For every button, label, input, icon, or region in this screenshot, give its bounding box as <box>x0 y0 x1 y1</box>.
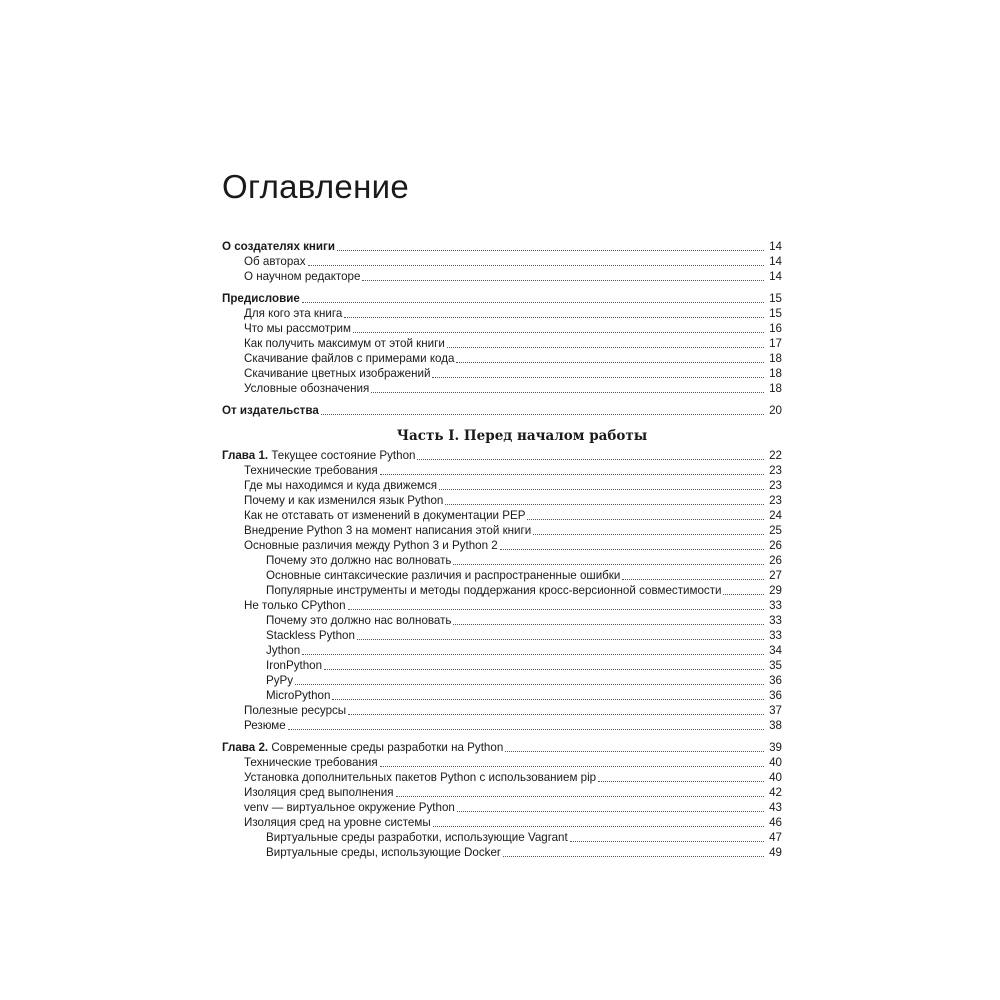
dot-leader <box>570 840 764 842</box>
page-number: 33 <box>769 614 782 627</box>
page-number: 24 <box>769 509 782 522</box>
toc-entry-title: venv — виртуальное окружение Python <box>244 801 455 814</box>
dot-leader <box>456 361 764 363</box>
dot-leader <box>324 668 764 670</box>
toc-entry-title: Скачивание цветных изображений <box>244 367 431 380</box>
toc-entry[interactable] <box>222 785 782 800</box>
toc-entry[interactable] <box>222 321 782 336</box>
toc-entry-title <box>222 740 503 755</box>
page-number: 14 <box>769 255 782 268</box>
part-heading: Часть I. Перед началом работы <box>396 428 648 444</box>
dot-leader <box>505 750 764 752</box>
toc-entry-title: Технические требования <box>244 756 378 769</box>
toc-entry-title: Виртуальные среды, использующие Docker <box>266 846 501 859</box>
toc-entry-title: Скачивание файлов с примерами кода <box>244 352 455 365</box>
page-number: 14 <box>769 270 782 283</box>
toc-entry-title: О научном редакторе <box>244 270 361 283</box>
toc-entry[interactable] <box>222 523 782 538</box>
toc-entry-title: Не только CPython <box>244 599 346 612</box>
toc-entry[interactable] <box>222 366 782 381</box>
toc-entry-main[interactable] <box>222 239 782 254</box>
dot-leader <box>380 473 764 475</box>
toc-entry-title: Jython <box>266 644 301 657</box>
page-number: 36 <box>769 689 782 702</box>
section-gap <box>222 733 782 740</box>
toc-entry[interactable] <box>222 718 782 733</box>
page-number: 26 <box>769 539 782 552</box>
page-number: 15 <box>769 292 782 305</box>
toc-entry-title: Что мы рассмотрим <box>244 322 351 335</box>
toc-entry-title: Как получить максимум от этой книги <box>244 337 445 350</box>
toc-entry-title: Основные различия между Python 3 и Python 2 <box>244 539 498 552</box>
toc-entry-title: MicroPython <box>266 689 331 702</box>
toc-entry[interactable] <box>222 628 782 643</box>
page-number: 39 <box>769 741 782 754</box>
chapter-title: Текущее состояние Python <box>271 449 416 462</box>
toc-entry-title <box>222 448 415 463</box>
toc-entry-title: Почему это должно нас волновать <box>266 614 452 627</box>
toc-entry[interactable] <box>222 770 782 785</box>
page-number: 46 <box>769 816 782 829</box>
page-number: 43 <box>769 801 782 814</box>
toc-entry[interactable] <box>222 336 782 351</box>
dot-leader <box>357 638 764 640</box>
toc-entry-main[interactable] <box>222 291 782 306</box>
page-number: 35 <box>769 659 782 672</box>
dot-leader <box>457 810 764 812</box>
page-number: 15 <box>769 307 782 320</box>
dot-leader <box>362 279 764 281</box>
page-number: 20 <box>769 404 782 417</box>
toc-entry-title: Технические требования <box>244 464 378 477</box>
dot-leader <box>348 608 764 610</box>
page-number: 26 <box>769 554 782 567</box>
dot-leader <box>439 488 764 490</box>
page-number: 33 <box>769 599 782 612</box>
dot-leader <box>353 331 764 333</box>
dot-leader <box>533 533 764 535</box>
toc-entry-title: Виртуальные среды разработки, использующие Vagrant <box>266 831 568 844</box>
chapter-label: Глава 2. <box>222 741 269 754</box>
toc-entry[interactable] <box>222 463 782 478</box>
toc-entry-main[interactable] <box>222 403 782 418</box>
toc-entry[interactable] <box>222 351 782 366</box>
section-gap <box>222 284 782 291</box>
dot-leader <box>348 713 764 715</box>
page-number: 42 <box>769 786 782 799</box>
toc-entry[interactable] <box>222 478 782 493</box>
dot-leader <box>344 316 764 318</box>
page-number: 40 <box>769 756 782 769</box>
chapters-section <box>222 448 782 860</box>
toc-entry[interactable] <box>222 553 782 568</box>
toc-entry[interactable] <box>222 254 782 269</box>
toc-entry-main[interactable] <box>222 740 782 755</box>
dot-leader <box>432 376 764 378</box>
toc-entry-title: Об авторах <box>244 255 306 268</box>
dot-leader <box>332 698 764 700</box>
dot-leader <box>500 548 764 550</box>
toc-entry-title: Установка дополнительных пакетов Python с использованием pip <box>244 771 597 784</box>
toc-entry[interactable] <box>222 845 782 860</box>
page-number: 25 <box>769 524 782 537</box>
toc-entry-title: IronPython <box>266 659 323 672</box>
chapter-label: Глава 1. <box>222 449 269 462</box>
toc-entry[interactable] <box>222 815 782 830</box>
dot-leader <box>598 780 764 782</box>
page-number: 18 <box>769 367 782 380</box>
toc-entry[interactable] <box>222 598 782 613</box>
toc-entry-title: Для кого эта книга <box>244 307 343 320</box>
dot-leader <box>295 683 764 685</box>
toc-entry[interactable] <box>222 269 782 284</box>
page-number: 33 <box>769 629 782 642</box>
toc-entry-title: Как не отставать от изменений в документации PEP <box>244 509 526 522</box>
toc-entry-title: Предисловие <box>222 292 300 305</box>
toc-entry-title: Внедрение Python 3 на момент написания этой книги <box>244 524 532 537</box>
page-number: 40 <box>769 771 782 784</box>
toc-entry[interactable] <box>222 755 782 770</box>
page-number: 49 <box>769 846 782 859</box>
dot-leader <box>337 249 764 251</box>
page-number: 23 <box>769 464 782 477</box>
page-number: 14 <box>769 240 782 253</box>
page-number: 23 <box>769 479 782 492</box>
toc-entry-main[interactable] <box>222 448 782 463</box>
toc-entry[interactable] <box>222 493 782 508</box>
dot-leader <box>453 623 764 625</box>
dot-leader <box>302 301 764 303</box>
dot-leader <box>503 855 764 857</box>
toc-entry[interactable] <box>222 538 782 553</box>
toc-entry[interactable] <box>222 583 782 598</box>
section-gap <box>222 396 782 403</box>
page-title: Оглавление <box>222 168 409 205</box>
page-number: 18 <box>769 382 782 395</box>
page-number: 38 <box>769 719 782 732</box>
toc-entry[interactable] <box>222 800 782 815</box>
page-number: 22 <box>769 449 782 462</box>
dot-leader <box>445 503 764 505</box>
page-number: 18 <box>769 352 782 365</box>
toc-entry[interactable] <box>222 643 782 658</box>
page-number: 37 <box>769 704 782 717</box>
page-number: 17 <box>769 337 782 350</box>
toc-entry-title: О создателях книги <box>222 240 335 253</box>
toc-entry[interactable] <box>222 306 782 321</box>
dot-leader <box>396 795 764 797</box>
page-number: 29 <box>769 584 782 597</box>
dot-leader <box>723 593 764 595</box>
table-of-contents <box>222 239 782 860</box>
toc-entry-title: Основные синтаксические различия и распространенные ошибки <box>266 569 621 582</box>
toc-entry-title: Stackless Python <box>266 629 355 642</box>
dot-leader <box>622 578 764 580</box>
dot-leader <box>417 458 764 460</box>
dot-leader <box>308 264 764 266</box>
page-number: 34 <box>769 644 782 657</box>
toc-entry[interactable] <box>222 613 782 628</box>
toc-entry-title: Условные обозначения <box>244 382 370 395</box>
dot-leader <box>527 518 764 520</box>
page-number: 36 <box>769 674 782 687</box>
toc-entry-title: Где мы находимся и куда движемся <box>244 479 438 492</box>
chapter-title: Современные среды разработки на Python <box>271 741 504 754</box>
toc-entry-title: Почему и как изменился язык Python <box>244 494 444 507</box>
toc-entry-title: От издательства <box>222 404 319 417</box>
dot-leader <box>447 346 764 348</box>
page-number: 16 <box>769 322 782 335</box>
toc-entry[interactable] <box>222 703 782 718</box>
toc-entry-title: Изоляция сред выполнения <box>244 786 394 799</box>
toc-entry[interactable] <box>222 673 782 688</box>
toc-entry[interactable] <box>222 688 782 703</box>
toc-entry[interactable] <box>222 381 782 396</box>
toc-entry-title: Резюме <box>244 719 286 732</box>
toc-entry-title: Популярные инструменты и методы поддержания кросс-версионной совместимости <box>266 584 722 597</box>
toc-entry[interactable] <box>222 830 782 845</box>
toc-entry-title: PyPy <box>266 674 294 687</box>
dot-leader <box>380 765 764 767</box>
dot-leader <box>302 653 764 655</box>
dot-leader <box>288 728 764 730</box>
toc-entry[interactable] <box>222 508 782 523</box>
page-number: 27 <box>769 569 782 582</box>
toc-entry-title: Почему это должно нас волновать <box>266 554 452 567</box>
dot-leader <box>321 413 764 415</box>
dot-leader <box>433 825 764 827</box>
toc-entry[interactable] <box>222 658 782 673</box>
toc-entry[interactable] <box>222 568 782 583</box>
page-number: 47 <box>769 831 782 844</box>
toc-entry-title: Изоляция сред на уровне системы <box>244 816 431 829</box>
toc-entry-title: Полезные ресурсы <box>244 704 347 717</box>
dot-leader <box>371 391 764 393</box>
dot-leader <box>453 563 764 565</box>
page-number: 23 <box>769 494 782 507</box>
front-matter-section <box>222 239 782 418</box>
